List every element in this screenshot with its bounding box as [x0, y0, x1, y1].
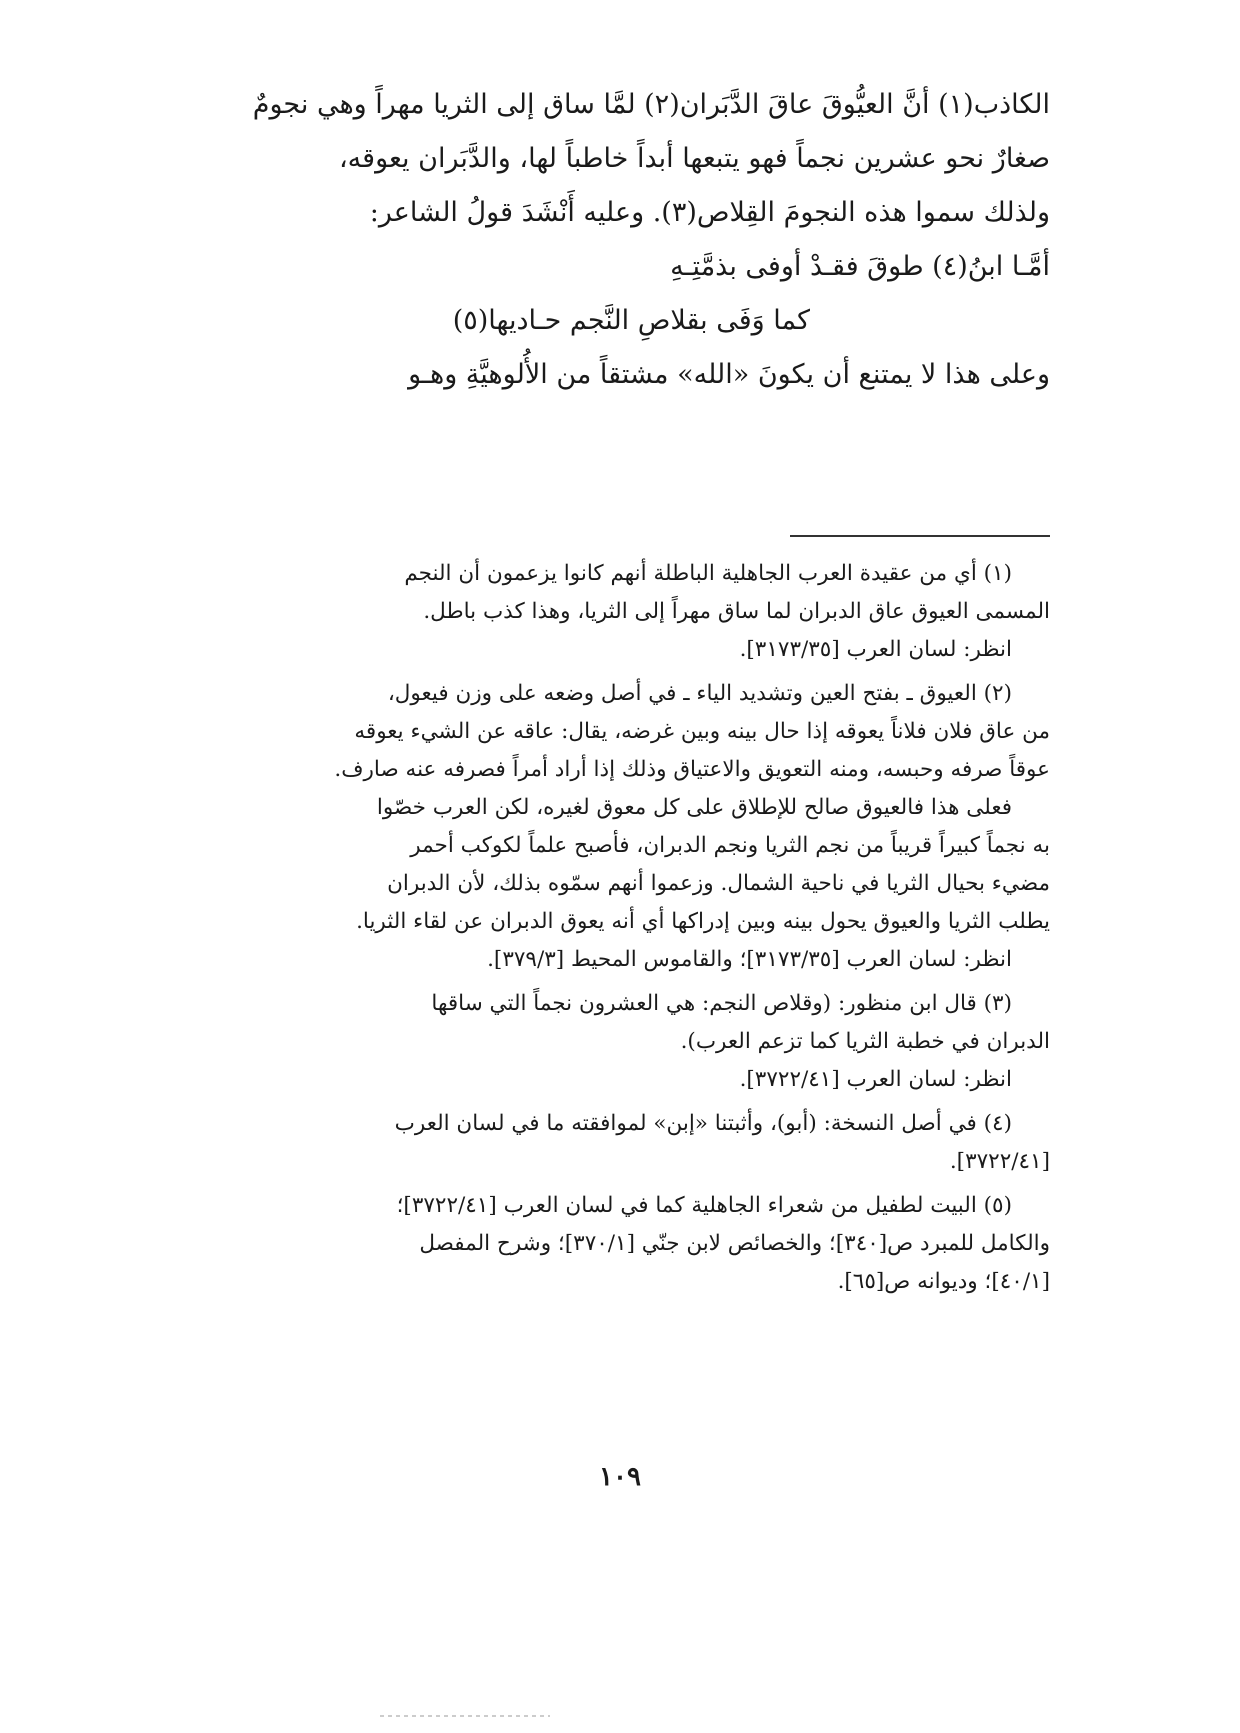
footnote-reference: انظر: لسان العرب [٣١٧٣/٣٥].	[739, 637, 1012, 662]
page-number: ١٠٩	[599, 1462, 641, 1492]
footnote-line: (٤) في أصل النسخة: (أبو)، وأثبتنا «إبن» لموافقته ما في لسان العرب	[394, 1111, 1012, 1136]
footnote-line: المسمى العيوق عاق الدبران لما ساق مهراً إلى الثريا، وهذا كذب باطل.	[423, 599, 1050, 624]
footnote-line: الدبران في خطبة الثريا كما تزعم العرب).	[680, 1029, 1050, 1054]
footnotes	[190, 555, 1050, 1301]
footnote-1	[190, 555, 1050, 669]
footnote-line: [٤٠/١]؛ وديوانه ص[٦٥].	[837, 1269, 1050, 1294]
footnote-line: [٣٧٢٢/٤١].	[949, 1149, 1050, 1174]
footnote-5	[190, 1187, 1050, 1301]
verse-hemistich-1: أمَّـا ابنُ(٤) طوقَ فقـدْ أوفى بذمَّتِـهِ	[670, 251, 1050, 282]
footnote-reference: انظر: لسان العرب [٣١٧٣/٣٥]؛ والقاموس المحيط [٣٧٩/٣].	[487, 947, 1012, 972]
main-line-2: صغارٌ نحو عشرين نجماً فهو يتبعها أبداً خاطباً لها، والدَّبَران يعوقه،	[338, 143, 1050, 174]
footnote-line: (١) أي من عقيدة العرب الجاهلية الباطلة أنهم كانوا يزعمون أن النجم	[404, 561, 1012, 586]
footnote-reference: انظر: لسان العرب [٣٧٢٢/٤١].	[739, 1067, 1012, 1092]
footnote-line: (٥) البيت لطفيل من شعراء الجاهلية كما في لسان العرب [٣٧٢٢/٤١]؛	[396, 1193, 1012, 1218]
verse-hemistich-2: كما وَفَى بقلاصِ النَّجم حـاديها(٥)	[452, 305, 810, 336]
footnote-separator	[790, 535, 1050, 537]
footnote-line: مضيء بحيال الثريا في ناحية الشمال. وزعموا أنهم سمّوه بذلك، لأن الدبران	[387, 871, 1050, 896]
footnote-line: عوقاً صرفه وحبسه، ومنه التعويق والاعتياق وذلك إذا أراد أمراً فصرفه عنه صارف.	[334, 757, 1050, 782]
main-line-1: الكاذب(١) أنَّ العيُّوقَ عاقَ الدَّبَران(٢) لمَّا ساق إلى الثريا مهراً وهي نجومٌ	[252, 89, 1050, 120]
footnote-4	[190, 1105, 1050, 1181]
footnote-line: (٣) قال ابن منظور: (وقلاص النجم: هي العشرون نجماً التي ساقها	[431, 991, 1012, 1016]
footnote-line: (٢) العيوق ـ بفتح العين وتشديد الياء ـ في أصل وضعه على وزن فيعول،	[387, 681, 1012, 706]
main-line-4: وعلى هذا لا يمتنع أن يكونَ «الله» مشتقاً من الأُلوهيَّةِ وهـو	[408, 359, 1050, 390]
footnote-3	[190, 985, 1050, 1099]
main-line-3: ولذلك سموا هذه النجومَ القِلاص(٣). وعليه أَنْشَدَ قولُ الشاعر:	[369, 197, 1050, 228]
footnote-line: والكامل للمبرد ص[٣٤٠]؛ والخصائص لابن جنّي [٣٧٠/١]؛ وشرح المفصل	[419, 1231, 1050, 1256]
footnote-2	[190, 675, 1050, 979]
footnote-line: من عاق فلان فلاناً يعوقه إذا حال بينه وبين غرضه، يقال: عاقه عن الشيء يعوقه	[354, 719, 1050, 744]
main-text	[190, 78, 1050, 402]
footnote-line: يطلب الثريا والعيوق يحول بينه وبين إدراكها أي أنه يعوق الدبران عن لقاء الثريا.	[356, 909, 1050, 934]
footnote-line: فعلى هذا فالعيوق صالح للإطلاق على كل معوق لغيره، لكن العرب خصّوا	[376, 795, 1012, 820]
scan-artifact	[380, 1715, 550, 1717]
footnote-line: به نجماً كبيراً قريباً من نجم الثريا ونجم الدبران، فأصبح علماً لكوكب أحمر	[410, 833, 1050, 858]
